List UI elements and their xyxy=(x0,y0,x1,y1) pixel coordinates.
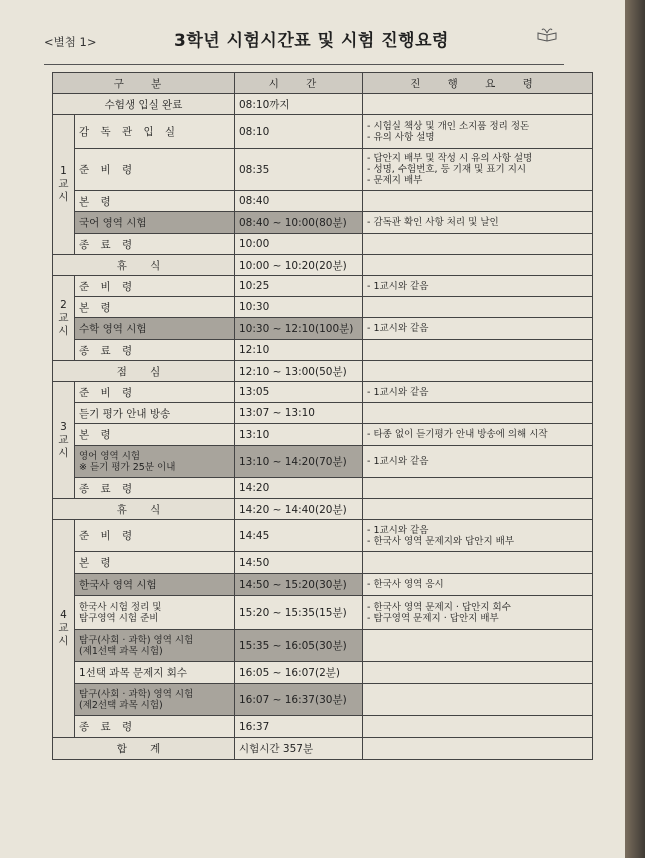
total-note xyxy=(363,738,593,760)
row-time: 13:10 xyxy=(235,424,363,446)
table-row xyxy=(53,212,593,234)
header-row xyxy=(53,73,593,94)
row-note xyxy=(363,478,593,499)
row-label: 본 령 xyxy=(75,297,235,318)
row-note: - 답안지 배부 및 작성 시 유의 사항 설명 - 성명, 수험번호, 등 기재 및 표기 지시 - 문제지 배부 xyxy=(363,149,593,191)
table-row xyxy=(53,552,593,574)
table-row xyxy=(53,318,593,340)
row-label: 종 료 령 xyxy=(75,234,235,255)
row-time: 10:30 ~ 12:10(100분) xyxy=(235,318,363,340)
table-row xyxy=(53,297,593,318)
row-label: 영어 영역 시험 ※ 듣기 평가 25분 이내 xyxy=(75,446,235,478)
entry-note xyxy=(363,94,593,115)
row-label: 탐구(사회 · 과학) 영역 시험 (제2선택 과목 시험) xyxy=(75,684,235,716)
row-time: 14:50 ~ 15:20(30분) xyxy=(235,574,363,596)
row-time: 14:50 xyxy=(235,552,363,574)
row-time: 13:07 ~ 13:10 xyxy=(235,403,363,424)
row-note xyxy=(363,403,593,424)
row-time: 12:10 xyxy=(235,340,363,361)
row-time: 08:35 xyxy=(235,149,363,191)
table-row xyxy=(53,684,593,716)
row-note: - 1교시와 같음 xyxy=(363,382,593,403)
table-row xyxy=(53,662,593,684)
row-label: 본 령 xyxy=(75,552,235,574)
table-row xyxy=(53,94,593,115)
table-row xyxy=(53,520,593,552)
row-label: 종 료 령 xyxy=(75,716,235,738)
row-label: 준 비 령 xyxy=(75,149,235,191)
row-time: 14:20 xyxy=(235,478,363,499)
total-time: 시험시간 357분 xyxy=(235,738,363,760)
row-label: 감 독 관 입 실 xyxy=(75,115,235,149)
entry-label: 수험생 입실 완료 xyxy=(53,94,235,115)
header-time: 시 간 xyxy=(235,73,363,94)
period4-label: 4교시 xyxy=(53,520,75,738)
break1-label: 휴 식 xyxy=(53,255,235,276)
row-label: 한국사 영역 시험 xyxy=(75,574,235,596)
row-note xyxy=(363,297,593,318)
entry-time: 08:10까지 xyxy=(235,94,363,115)
table-row xyxy=(53,340,593,361)
total-label: 합 계 xyxy=(53,738,235,760)
row-label: 종 료 령 xyxy=(75,340,235,361)
document-header xyxy=(44,26,564,60)
row-label: 국어 영역 시험 xyxy=(75,212,235,234)
row-time: 15:20 ~ 15:35(15분) xyxy=(235,596,363,630)
table-row xyxy=(53,716,593,738)
row-time: 13:10 ~ 14:20(70분) xyxy=(235,446,363,478)
table-row xyxy=(53,446,593,478)
row-time: 14:45 xyxy=(235,520,363,552)
row-note: - 1교시와 같음 xyxy=(363,276,593,297)
book-icon xyxy=(537,26,557,42)
period1-label: 1교시 xyxy=(53,115,75,255)
attachment-label: <별첨 1> xyxy=(44,35,97,49)
header-category: 구 분 xyxy=(53,73,235,94)
lunch-note xyxy=(363,361,593,382)
table-row xyxy=(53,596,593,630)
table-row xyxy=(53,478,593,499)
break2-time: 14:20 ~ 14:40(20분) xyxy=(235,499,363,520)
row-time: 08:40 xyxy=(235,191,363,212)
table-row xyxy=(53,738,593,760)
header-procedure: 진 행 요 령 xyxy=(363,73,593,94)
row-note: - 한국사 영역 응시 xyxy=(363,574,593,596)
header-rule xyxy=(44,64,564,65)
row-time: 08:40 ~ 10:00(80분) xyxy=(235,212,363,234)
row-label: 탐구(사회 · 과학) 영역 시험 (제1선택 과목 시험) xyxy=(75,630,235,662)
table-row xyxy=(53,234,593,255)
row-note xyxy=(363,552,593,574)
row-label: 1선택 과목 문제지 회수 xyxy=(75,662,235,684)
row-label: 한국사 시험 정리 및 탐구영역 시험 준비 xyxy=(75,596,235,630)
row-note xyxy=(363,662,593,684)
break1-time: 10:00 ~ 10:20(20분) xyxy=(235,255,363,276)
period3-label: 3교시 xyxy=(53,382,75,499)
row-label: 수학 영역 시험 xyxy=(75,318,235,340)
row-time: 16:37 xyxy=(235,716,363,738)
row-time: 16:07 ~ 16:37(30분) xyxy=(235,684,363,716)
table-row xyxy=(53,403,593,424)
row-note: - 한국사 영역 문제지 · 답안지 회수 - 탐구영역 문제지 · 답안지 배부 xyxy=(363,596,593,630)
row-note xyxy=(363,716,593,738)
row-label: 본 령 xyxy=(75,424,235,446)
table-row xyxy=(53,149,593,191)
break2-label: 휴 식 xyxy=(53,499,235,520)
table-row xyxy=(53,630,593,662)
row-time: 15:35 ~ 16:05(30분) xyxy=(235,630,363,662)
break2-note xyxy=(363,499,593,520)
row-time: 10:25 xyxy=(235,276,363,297)
row-label: 종 료 령 xyxy=(75,478,235,499)
schedule-table xyxy=(52,72,593,760)
page-title: 3학년 시험시간표 및 시험 진행요령 xyxy=(174,31,449,51)
row-note xyxy=(363,630,593,662)
row-note: - 시험실 책상 및 개인 소지품 정리 정돈 - 유의 사항 설명 xyxy=(363,115,593,149)
row-time: 08:10 xyxy=(235,115,363,149)
table-row xyxy=(53,361,593,382)
row-time: 16:05 ~ 16:07(2분) xyxy=(235,662,363,684)
table-row xyxy=(53,499,593,520)
lunch-label: 점 심 xyxy=(53,361,235,382)
table-row xyxy=(53,276,593,297)
row-note: - 1교시와 같음 - 한국사 영역 문제지와 답안지 배부 xyxy=(363,520,593,552)
row-note: - 1교시와 같음 xyxy=(363,446,593,478)
row-time: 13:05 xyxy=(235,382,363,403)
row-label: 준 비 령 xyxy=(75,276,235,297)
row-label: 듣기 평가 안내 방송 xyxy=(75,403,235,424)
row-label: 본 령 xyxy=(75,191,235,212)
row-note: - 타종 없이 듣기평가 안내 방송에 의해 시작 xyxy=(363,424,593,446)
break1-note xyxy=(363,255,593,276)
row-note xyxy=(363,684,593,716)
binder-edge xyxy=(625,0,645,858)
table-row xyxy=(53,424,593,446)
period2-label: 2교시 xyxy=(53,276,75,361)
row-label: 준 비 령 xyxy=(75,382,235,403)
table-row xyxy=(53,115,593,149)
row-time: 10:00 xyxy=(235,234,363,255)
lunch-time: 12:10 ~ 13:00(50분) xyxy=(235,361,363,382)
row-note: - 감독관 확인 사항 처리 및 날인 xyxy=(363,212,593,234)
table-row xyxy=(53,255,593,276)
row-note xyxy=(363,340,593,361)
row-time: 10:30 xyxy=(235,297,363,318)
table-row xyxy=(53,191,593,212)
table-row xyxy=(53,574,593,596)
row-note: - 1교시와 같음 xyxy=(363,318,593,340)
row-note xyxy=(363,191,593,212)
row-note xyxy=(363,234,593,255)
row-label: 준 비 령 xyxy=(75,520,235,552)
table-row xyxy=(53,382,593,403)
